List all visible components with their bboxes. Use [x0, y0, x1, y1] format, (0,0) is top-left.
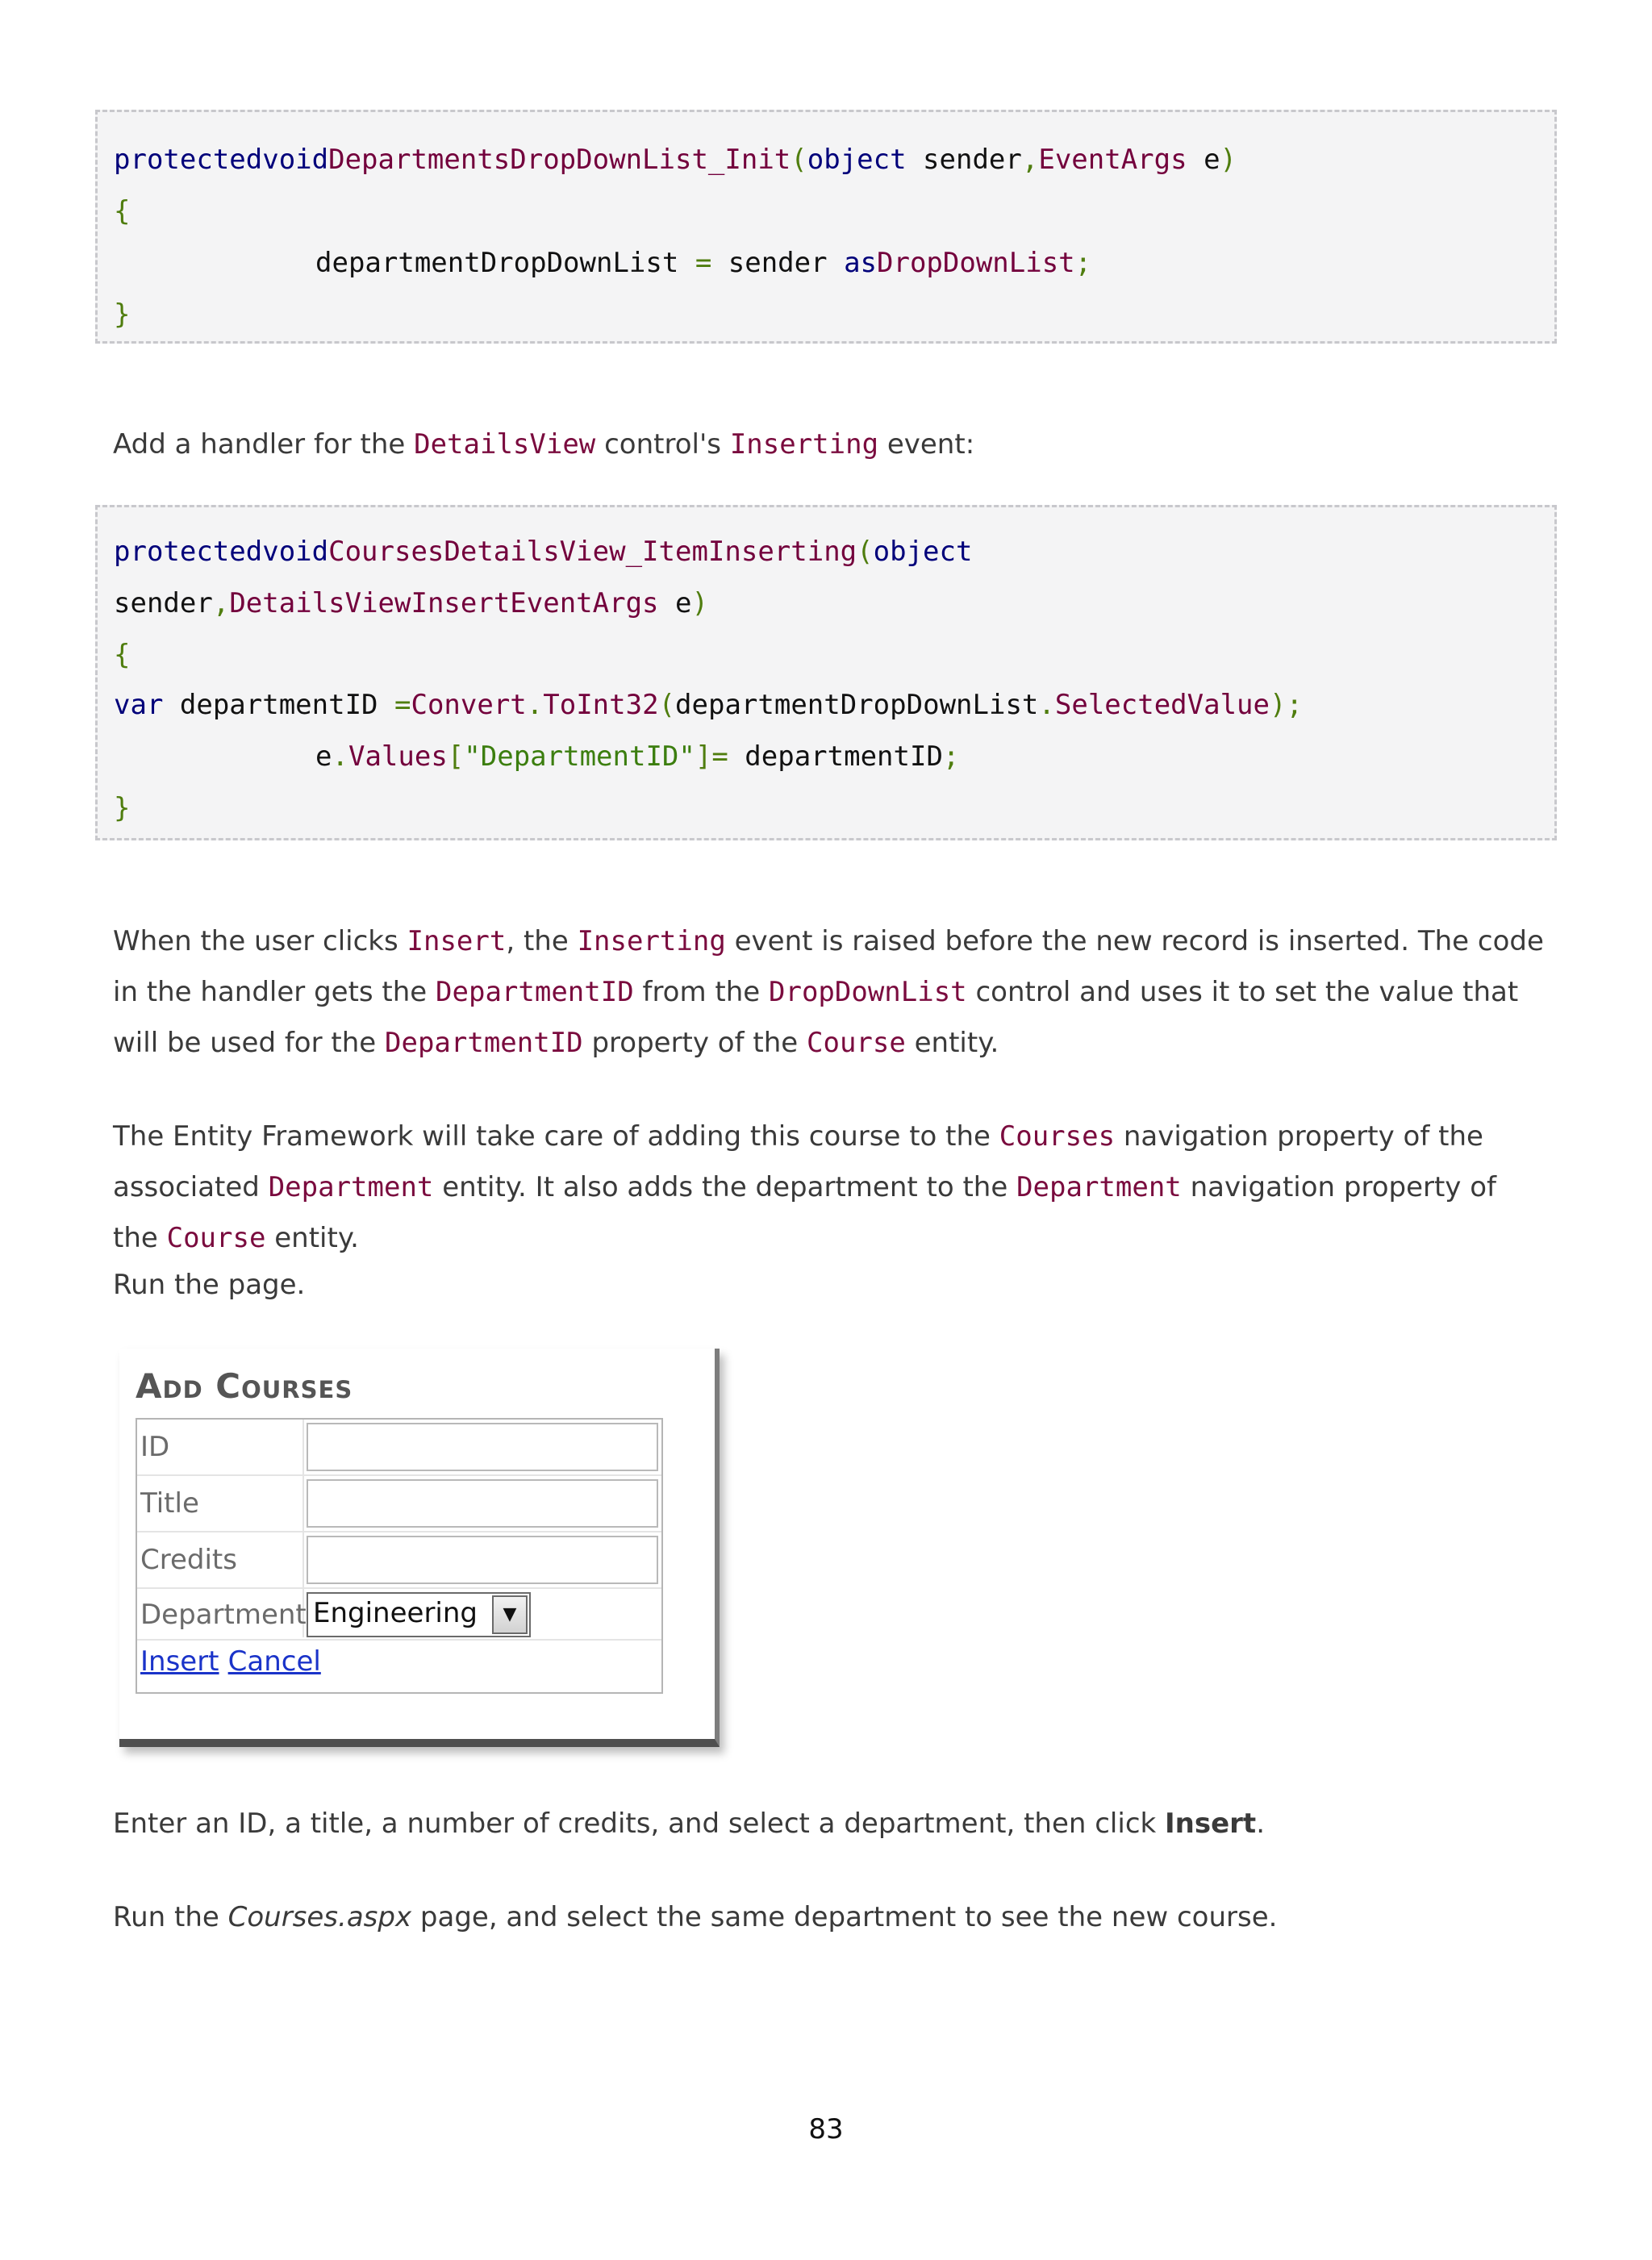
code-method-name: ToInt32	[543, 689, 659, 721]
code-identifier: sender	[711, 247, 845, 279]
actions-row	[140, 1645, 321, 1678]
text: .	[1256, 1808, 1266, 1840]
code-punct: );	[1269, 689, 1303, 721]
text: When the user clicks	[113, 925, 407, 957]
row-credits	[137, 1532, 661, 1589]
paragraph-inserting-explanation	[113, 916, 1549, 1069]
code-identifier: e	[1187, 144, 1220, 176]
inline-code: Course	[166, 1222, 266, 1254]
code-identifier: e	[658, 587, 692, 619]
code-type: EventArgs	[1038, 144, 1187, 176]
text: entity.	[905, 1027, 999, 1059]
inline-code: DetailsView	[414, 428, 596, 461]
row-title	[137, 1476, 661, 1532]
code-punct: [	[447, 740, 465, 773]
code-keyword: protectedvoid	[114, 144, 329, 176]
credits-input[interactable]	[307, 1536, 658, 1584]
text: event is raised before the new record is inserted. The code in the handler gets the	[113, 925, 1544, 1008]
code-block-inserting-handler	[95, 505, 1557, 840]
code-line	[114, 686, 1303, 723]
row-department	[137, 1589, 661, 1641]
code-identifier: departmentDropDownList	[315, 247, 695, 279]
paragraph-run-page: Run the page.	[113, 1269, 306, 1301]
field-label-id: ID	[140, 1431, 170, 1463]
department-selected-value: Engineering	[313, 1597, 478, 1629]
code-identifier: sender	[114, 587, 213, 619]
code-identifier: departmentID	[163, 689, 394, 721]
code-line	[114, 585, 708, 622]
code-punct: .	[526, 689, 544, 721]
text: control and uses it to set the value that will be used for the	[113, 976, 1519, 1059]
code-punct: .	[1038, 689, 1055, 721]
code-property: Values	[348, 740, 448, 773]
code-line	[114, 141, 1237, 178]
code-punct: ,	[212, 587, 230, 619]
code-line: {	[114, 195, 131, 227]
id-input[interactable]	[307, 1423, 658, 1471]
department-dropdown[interactable]	[307, 1592, 531, 1637]
code-punct: )	[691, 587, 708, 619]
code-identifier: e	[315, 740, 332, 773]
code-keyword: protectedvoid	[114, 536, 329, 568]
code-method-name: DepartmentsDropDownList_Init	[328, 144, 791, 176]
code-property: SelectedValue	[1054, 689, 1270, 721]
code-keyword: as	[844, 247, 878, 279]
code-punct: ;	[942, 740, 960, 773]
code-type: Convert	[411, 689, 527, 721]
code-punct: )	[1220, 144, 1237, 176]
text: event:	[878, 428, 975, 461]
text: Add a handler for the	[113, 428, 415, 461]
code-line: {	[114, 639, 131, 671]
inline-code: Department	[1016, 1171, 1182, 1203]
code-string: "DepartmentID"	[464, 740, 695, 773]
text: entity. It also adds the department to the	[433, 1171, 1017, 1203]
inline-code: DepartmentID	[385, 1027, 583, 1059]
text: from the	[633, 976, 770, 1008]
code-punct: =	[695, 247, 712, 279]
code-punct: ;	[1074, 247, 1092, 279]
inline-code: Courses	[999, 1120, 1116, 1153]
text: entity.	[265, 1222, 359, 1254]
cancel-link[interactable]: Cancel	[227, 1645, 321, 1678]
code-punct: =	[394, 689, 411, 721]
code-keyword: var	[114, 689, 164, 721]
text: property of the	[582, 1027, 807, 1059]
field-label-title: Title	[140, 1487, 199, 1520]
code-punct: ,	[1021, 144, 1039, 176]
inline-code: Inserting	[729, 428, 879, 461]
code-type: DetailsViewInsertEventArgs	[229, 587, 659, 619]
code-line	[114, 533, 972, 570]
text: control's	[595, 428, 730, 461]
page-number: 83	[808, 2113, 844, 2145]
code-punct: (	[857, 536, 874, 568]
text: Run the	[113, 1901, 228, 1933]
code-line	[315, 738, 959, 775]
inline-code: Insert	[407, 925, 507, 957]
text: navigation property of the associated	[113, 1120, 1483, 1203]
code-line: }	[114, 792, 131, 824]
code-punct: (	[791, 144, 807, 176]
code-keyword: object	[807, 144, 907, 176]
paragraph-entity-framework	[113, 1111, 1549, 1264]
details-view-table	[136, 1418, 663, 1694]
code-line: }	[114, 298, 131, 331]
text: Enter an ID, a title, a number of credits, and select a department, then click	[113, 1808, 1166, 1840]
add-courses-screenshot	[119, 1349, 720, 1747]
paragraph-run-courses	[113, 1892, 1549, 1943]
code-method-name: CoursesDetailsView_ItemInserting	[328, 536, 857, 568]
paragraph-intro	[113, 419, 1549, 470]
row-id	[137, 1420, 661, 1476]
field-label-department: Department	[140, 1599, 307, 1631]
text: The Entity Framework will take care of adding this course to the	[113, 1120, 999, 1153]
code-punct: .	[332, 740, 348, 773]
code-type: DropDownList	[877, 247, 1075, 279]
bold-text: Insert	[1165, 1808, 1257, 1840]
field-label-credits: Credits	[140, 1544, 237, 1576]
code-punct: (	[658, 689, 676, 721]
inline-code: Inserting	[577, 925, 726, 957]
code-block-init-handler	[95, 110, 1557, 344]
code-line	[315, 244, 1091, 281]
inline-code: DepartmentID	[436, 976, 634, 1008]
code-punct: ]=	[695, 740, 728, 773]
italic-text: Courses.aspx	[227, 1901, 412, 1933]
code-keyword: object	[873, 536, 973, 568]
inline-code: Department	[268, 1171, 434, 1203]
paragraph-enter-values	[113, 1799, 1549, 1849]
title-input[interactable]	[307, 1479, 658, 1528]
text: , the	[506, 925, 578, 957]
inline-code: Course	[807, 1027, 906, 1059]
text: page, and select the same department to see the new course.	[411, 1901, 1278, 1933]
code-identifier: sender	[906, 144, 1022, 176]
text: navigation property of the	[113, 1171, 1497, 1254]
code-identifier: departmentDropDownList	[675, 689, 1039, 721]
form-title: Add Courses	[136, 1366, 353, 1406]
inline-code: DropDownList	[769, 976, 967, 1008]
insert-link[interactable]: Insert	[140, 1645, 219, 1678]
code-identifier: departmentID	[728, 740, 943, 773]
chevron-down-icon[interactable]: ▼	[492, 1595, 528, 1634]
